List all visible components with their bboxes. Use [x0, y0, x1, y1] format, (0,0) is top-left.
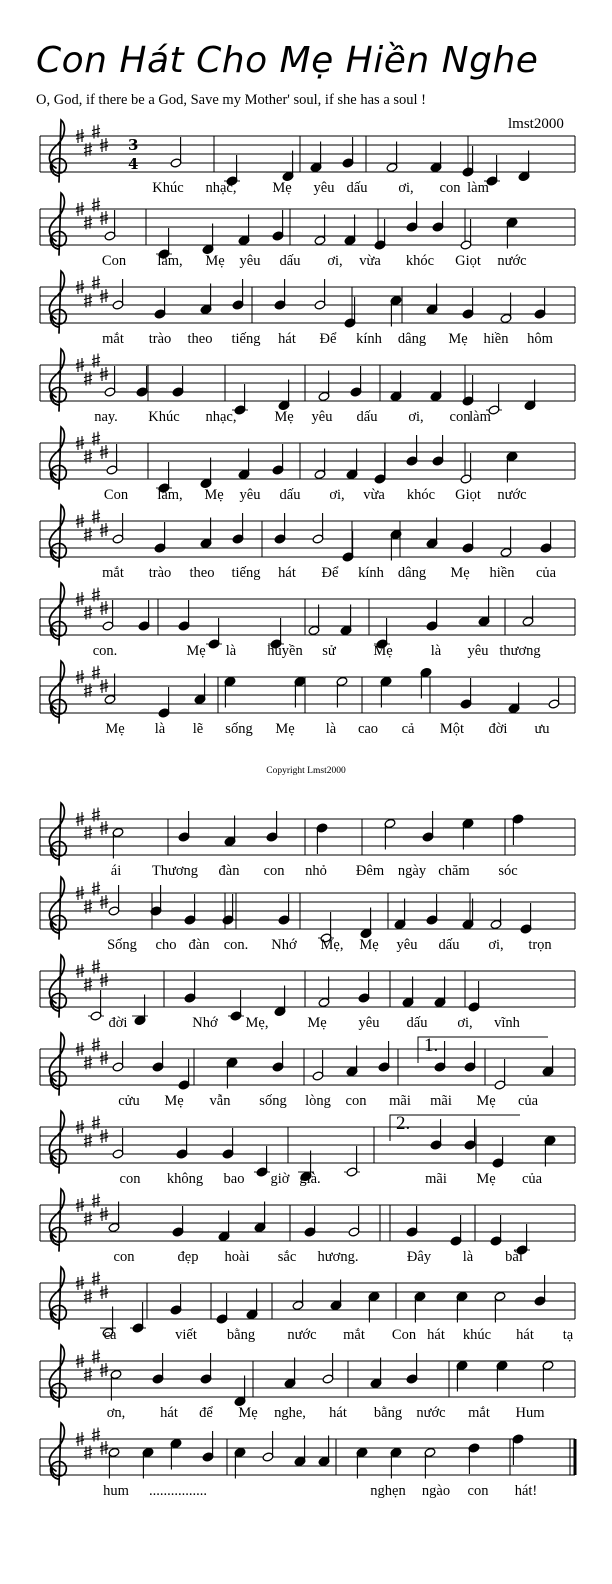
lyric-syllable: Mẹ	[272, 180, 292, 196]
lyric-syllable: thương	[499, 643, 541, 659]
lyric-syllable: làm	[467, 180, 489, 196]
author-credit: lmst2000	[508, 116, 564, 132]
lyric-syllable: làm,	[157, 253, 183, 269]
staff-system	[40, 583, 575, 659]
lyric-syllable: là	[462, 1249, 474, 1265]
lyric-syllable: nhạc,	[205, 180, 237, 196]
staff-system	[40, 1345, 575, 1421]
lyric-syllable: nước	[497, 253, 527, 269]
lyric-syllable: con	[345, 1093, 367, 1109]
epigraph: O, God, if there be a God, Save my Mother' soul, if she has a soul !	[36, 92, 427, 108]
lyric-syllable: con	[113, 1249, 135, 1265]
lyric-syllable: yêu	[313, 180, 335, 196]
lyric-syllable: Nhớ	[271, 937, 297, 953]
lyric-syllable: Để	[319, 331, 337, 347]
lyric-syllable: dấu	[279, 487, 301, 503]
lyric-syllable: lòng	[305, 1093, 331, 1109]
lyric-syllable: khóc	[405, 253, 435, 269]
treble-clef-icon	[49, 661, 66, 723]
staff-system	[40, 427, 575, 503]
staff-system	[40, 193, 575, 269]
lyric-syllable: bằng	[226, 1327, 256, 1343]
lyric-syllable: sử	[322, 643, 336, 659]
lyric-syllable: nghẹn	[370, 1483, 406, 1499]
lyric-syllable: dâng	[397, 565, 427, 581]
lyric-syllable: làm	[469, 409, 491, 425]
lyric-syllable: đời	[108, 1015, 128, 1031]
lyric-syllable: Mẹ	[476, 1171, 496, 1187]
staff-system	[40, 1423, 575, 1499]
lyric-syllable: mãi	[430, 1093, 452, 1109]
staff-system	[40, 803, 575, 879]
lyric-syllable: ngày	[397, 863, 427, 879]
lyric-syllable: vẫn	[209, 1093, 231, 1109]
treble-clef-icon	[49, 1423, 66, 1485]
lyric-syllable: yêu	[239, 253, 261, 269]
lyric-syllable: theo	[189, 565, 215, 581]
lyric-syllable: hương.	[317, 1249, 359, 1265]
lyric-syllable: khóc	[406, 487, 436, 503]
lyric-syllable: con	[263, 863, 285, 879]
lyric-syllable: Mẹ	[450, 565, 470, 581]
lyric-syllable: Đây	[406, 1249, 432, 1265]
lyric-syllable: sắc	[277, 1249, 297, 1265]
time-signature-bottom: 4	[128, 155, 139, 173]
lyric-syllable: Mẹ	[307, 1015, 327, 1031]
treble-clef-icon	[49, 583, 66, 645]
lyric-syllable: Mẹ	[105, 721, 125, 737]
lyric-syllable: của	[535, 565, 557, 581]
staff-system	[40, 271, 575, 347]
lyric-syllable: mắt	[343, 1327, 365, 1343]
lyric-syllable: nhạc,	[205, 409, 237, 425]
lyric-syllable: con	[467, 1483, 489, 1499]
lyric-syllable: ngào	[421, 1483, 451, 1499]
lyric-syllable: mãi	[425, 1171, 447, 1187]
treble-clef-icon	[49, 349, 66, 411]
lyric-syllable: ơi,	[457, 1015, 473, 1031]
treble-clef-icon	[49, 271, 66, 333]
lyric-syllable: Hum	[515, 1405, 545, 1421]
lyric-syllable: tạ	[562, 1327, 574, 1343]
lyric-syllable: con	[449, 409, 471, 425]
lyric-syllable: cửu	[118, 1093, 140, 1109]
lyric-syllable: vĩnh	[494, 1015, 520, 1031]
lyric-syllable: Mẹ,	[320, 937, 344, 953]
lyric-syllable: yêu	[358, 1015, 380, 1031]
lyric-syllable: Mẹ,	[245, 1015, 269, 1031]
treble-clef-icon	[49, 1345, 66, 1407]
lyric-syllable: con.	[223, 937, 249, 953]
lyric-syllable: ................	[149, 1483, 207, 1499]
lyric-syllable: nghe,	[274, 1405, 306, 1421]
lyric-syllable: trào	[148, 565, 172, 581]
lyric-syllable: nước	[416, 1405, 446, 1421]
lyric-syllable: đời	[488, 721, 508, 737]
volta-number: 1.	[424, 1035, 439, 1056]
lyric-syllable: mãi	[389, 1093, 411, 1109]
lyric-syllable: Sống	[107, 937, 137, 953]
volta-number: 2.	[396, 1113, 411, 1134]
treble-clef-icon	[49, 877, 66, 939]
lyric-syllable: kính	[358, 565, 384, 581]
lyric-syllable: Mẹ	[476, 1093, 496, 1109]
lyric-syllable: là	[430, 643, 442, 659]
lyric-syllable: Nhớ	[192, 1015, 218, 1031]
treble-clef-icon	[49, 427, 66, 489]
staff-system	[40, 1033, 575, 1109]
lyric-syllable: Mẹ	[164, 1093, 184, 1109]
lyric-syllable: tiếng	[231, 565, 261, 581]
lyric-syllable: ưu	[534, 721, 550, 737]
staff-system	[40, 505, 575, 581]
lyric-syllable: nước	[287, 1327, 317, 1343]
lyric-syllable: huyền	[267, 643, 303, 659]
lyric-syllable: Con	[391, 1327, 417, 1343]
lyric-syllable: cho	[155, 937, 177, 953]
lyric-syllable: dấu	[406, 1015, 428, 1031]
lyric-syllable: làm,	[157, 487, 183, 503]
lyric-syllable: Mẹ	[238, 1405, 258, 1421]
treble-clef-icon	[49, 120, 66, 182]
lyric-syllable: Mẹ	[274, 409, 294, 425]
lyric-syllable: ơi,	[329, 487, 345, 503]
lyric-syllable: mắt	[102, 331, 124, 347]
lyric-syllable: hát	[278, 331, 296, 347]
staff-system	[40, 955, 575, 1031]
treble-clef-icon	[49, 1111, 66, 1173]
lyric-syllable: ái	[110, 863, 122, 879]
lyric-syllable: khúc	[462, 1327, 492, 1343]
lyric-syllable: Khúc	[152, 180, 184, 196]
staff-system	[40, 1189, 575, 1265]
lyric-syllable: con	[439, 180, 461, 196]
lyric-syllable: bao	[223, 1171, 245, 1187]
lyric-syllable: trọn	[528, 937, 552, 953]
lyric-syllable: sống	[225, 721, 253, 737]
lyric-syllable: hoài	[224, 1249, 250, 1265]
lyric-syllable: dấu	[356, 409, 378, 425]
lyric-syllable: Mẹ	[186, 643, 206, 659]
lyric-syllable: con	[119, 1171, 141, 1187]
treble-clef-icon	[49, 955, 66, 1017]
lyric-syllable: yêu	[396, 937, 418, 953]
lyric-syllable: dâng	[397, 331, 427, 347]
lyric-syllable: ơi,	[398, 180, 414, 196]
lyric-syllable: bài	[505, 1249, 523, 1265]
lyric-syllable: trào	[148, 331, 172, 347]
lyric-syllable: của	[521, 1171, 543, 1187]
lyric-syllable: theo	[187, 331, 213, 347]
lyric-syllable: lẽ	[192, 721, 204, 737]
lyric-syllable: đàn	[218, 863, 240, 879]
lyric-syllable: yêu	[467, 643, 489, 659]
lyric-syllable: cả	[401, 721, 415, 737]
lyric-syllable: hôm	[527, 331, 553, 347]
lyric-syllable: ơi,	[488, 937, 504, 953]
lyric-syllable: Con	[103, 487, 129, 503]
copyright-notice: Copyright Lmst2000	[266, 766, 346, 776]
lyric-syllable: Giọt	[455, 253, 481, 269]
lyric-syllable: sống	[259, 1093, 287, 1109]
treble-clef-icon	[49, 803, 66, 865]
lyric-syllable: ơi,	[327, 253, 343, 269]
lyric-syllable: cao	[357, 721, 379, 737]
lyric-syllable: vừa	[359, 253, 381, 269]
lyric-syllable: chăm	[438, 863, 470, 879]
lyric-syllable: Mẹ	[448, 331, 468, 347]
treble-clef-icon	[49, 1033, 66, 1095]
lyric-syllable: dấu	[346, 180, 368, 196]
lyric-syllable: Để	[321, 565, 339, 581]
lyric-syllable: già.	[299, 1171, 321, 1187]
lyric-syllable: sóc	[498, 863, 518, 879]
lyric-syllable: để	[199, 1405, 213, 1421]
lyric-syllable: dấu	[279, 253, 301, 269]
lyric-syllable: Mẹ	[204, 487, 224, 503]
lyric-syllable: nay.	[94, 409, 118, 425]
lyric-syllable: Mẹ	[373, 643, 393, 659]
lyric-syllable: Thương	[151, 863, 199, 879]
lyric-syllable: mắt	[468, 1405, 490, 1421]
lyric-syllable: không	[166, 1171, 204, 1187]
lyric-syllable: yêu	[311, 409, 333, 425]
lyric-syllable: bằng	[373, 1405, 403, 1421]
lyric-syllable: hát	[516, 1327, 534, 1343]
lyric-syllable: kính	[356, 331, 382, 347]
lyric-syllable: yêu	[239, 487, 261, 503]
lyric-syllable: mắt	[102, 565, 124, 581]
lyric-syllable: Khúc	[148, 409, 180, 425]
lyric-syllable: viết	[175, 1327, 197, 1343]
treble-clef-icon	[49, 1267, 66, 1329]
lyric-syllable: đàn	[188, 937, 210, 953]
lyric-syllable: nước	[497, 487, 527, 503]
lyric-syllable: ơi,	[408, 409, 424, 425]
staff-system	[40, 1111, 575, 1187]
lyric-syllable: vừa	[363, 487, 385, 503]
song-title: Con Hát Cho Mẹ Hiền Nghe	[36, 40, 539, 81]
staff-system	[40, 349, 575, 425]
lyric-syllable: nhỏ	[305, 863, 327, 879]
lyric-syllable: tiếng	[231, 331, 261, 347]
lyric-syllable: Mẹ	[205, 253, 225, 269]
staff-system	[40, 1267, 575, 1343]
lyric-syllable: Giọt	[455, 487, 481, 503]
lyric-syllable: hát!	[514, 1483, 538, 1499]
lyric-syllable: giờ	[270, 1171, 290, 1187]
treble-clef-icon	[49, 505, 66, 567]
lyric-syllable: Mẹ	[275, 721, 295, 737]
time-signature-top: 3	[128, 136, 139, 154]
lyric-syllable: là	[325, 721, 337, 737]
lyric-syllable: là	[225, 643, 237, 659]
lyric-syllable: Một	[439, 721, 465, 737]
lyric-syllable: con.	[92, 643, 118, 659]
lyric-syllable: Đêm	[355, 863, 385, 879]
lyric-syllable: hiền	[489, 565, 515, 581]
lyric-syllable: hiền	[483, 331, 509, 347]
lyric-syllable: Mẹ	[359, 937, 379, 953]
lyric-syllable: là	[154, 721, 166, 737]
lyric-syllable: đẹp	[177, 1249, 199, 1265]
lyric-syllable: hát	[329, 1405, 347, 1421]
lyric-syllable: hát	[427, 1327, 445, 1343]
lyric-syllable: hát	[278, 565, 296, 581]
lyric-syllable: hum	[103, 1483, 129, 1499]
staff-system	[40, 877, 575, 953]
lyric-syllable: Con	[101, 253, 127, 269]
lyric-syllable: của	[517, 1093, 539, 1109]
treble-clef-icon	[49, 1189, 66, 1251]
lyric-syllable: dấu	[438, 937, 460, 953]
lyric-syllable: ca	[103, 1327, 117, 1343]
staff-system	[40, 661, 575, 737]
treble-clef-icon	[49, 193, 66, 255]
staff-system	[40, 120, 575, 196]
lyric-syllable: ơn,	[106, 1405, 126, 1421]
lyric-syllable: hát	[160, 1405, 178, 1421]
